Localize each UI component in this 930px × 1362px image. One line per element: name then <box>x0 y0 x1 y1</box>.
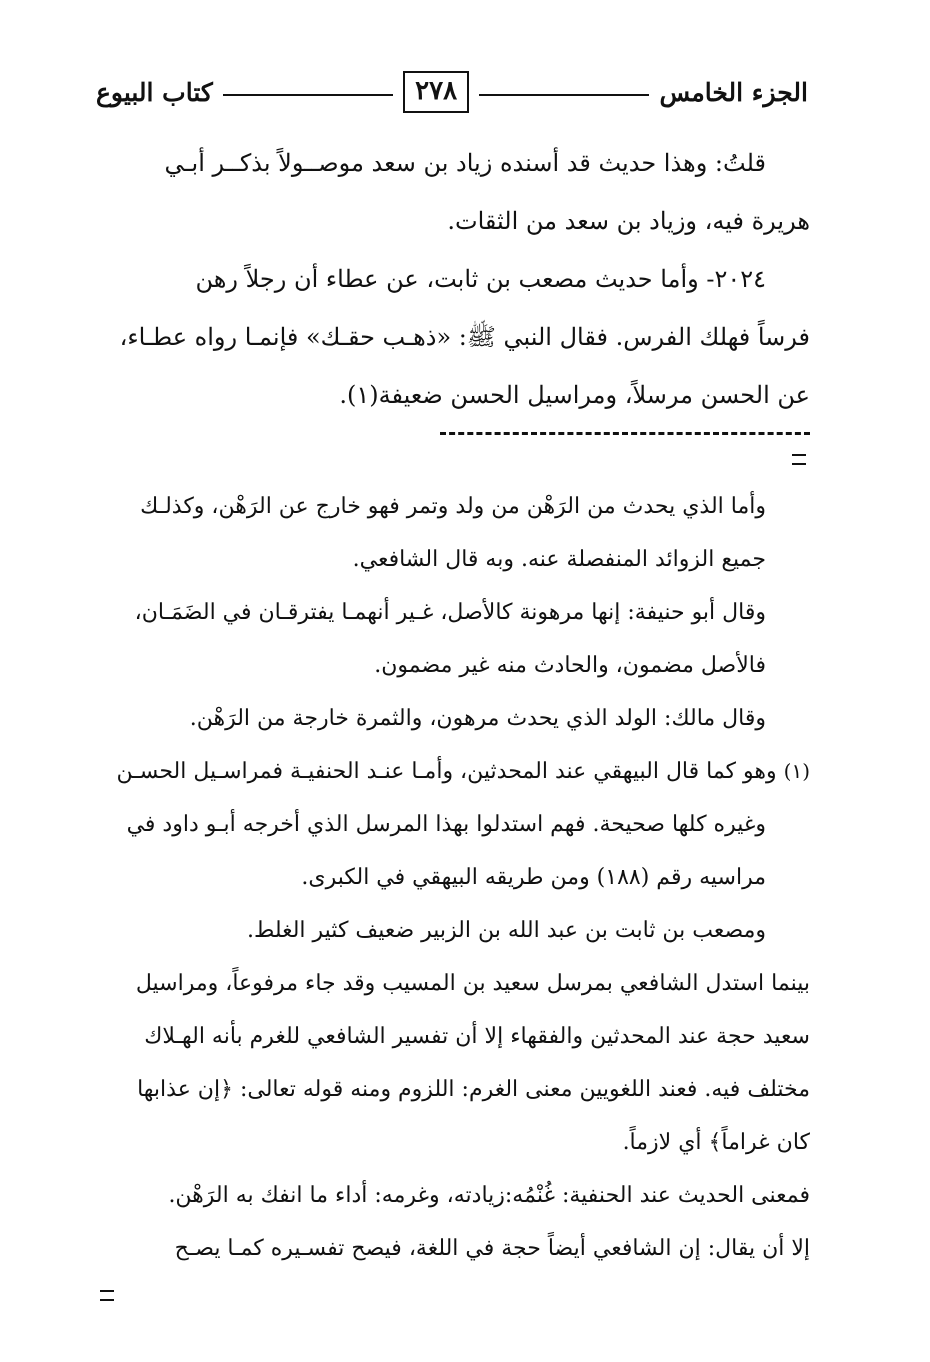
volume-title: الجزء الخامس <box>659 77 808 107</box>
footnote-line: وغيره كلها صحيحة. فهم استدلوا بهذا المرسل الذي أخرجه أبـو داود في <box>126 812 766 837</box>
main-text <box>98 134 810 424</box>
note-line: فالأصل مضمون، والحادث منه غير مضمون. <box>374 653 766 678</box>
note-line: وقال أبو حنيفة: إنها مرهونة كالأصل، غـير أنهمـا يفترقـان في الضَمَـان، <box>134 600 766 625</box>
footnote-first-line <box>98 745 810 798</box>
continuation-mark <box>792 454 806 465</box>
main-line: قلتُ: وهذا حديث قد أسنده زياد بن سعد موصــولاً بذكــر أبـي <box>164 149 766 177</box>
note-line: سعيد حجة عند المحدثين والفقهاء إلا أن تفسير الشافعي للغرم بأنه الهـلاك <box>144 1024 810 1049</box>
note-line: بينما استدل الشافعي بمرسل سعيد بن المسيب وقد جاء مرفوعاً، ومراسيل <box>135 971 810 996</box>
main-line: هريرة فيه، وزياد بن سعد من الثقات. <box>447 207 810 235</box>
footnote-line: ومصعب بن ثابت بن عبد الله بن الزبير ضعيف كثير الغلط. <box>246 918 766 943</box>
header-rule-left <box>223 94 393 96</box>
main-line: فرساً فهلك الفرس. فقال النبي ﷺ: «ذهـب حقـك» فإنمـا رواه عطـاء، <box>119 323 810 351</box>
main-line: عن الحسن مرسلاً، ومراسيل الحسن ضعيفة(١). <box>339 381 810 409</box>
hadith-number-line: ٢٠٢٤- وأما حديث مصعب بن ثابت، عن عطاء أن رجلاً رهن <box>195 265 766 293</box>
footnote-text: وهو كما قال البيهقي عند المحدثين، وأمـا عنـد الحنفيـة فمراسـيل الحسـن <box>116 759 777 784</box>
footnote-separator <box>440 432 810 435</box>
page-number: ٢٧٨ <box>403 71 469 113</box>
footnotes <box>98 480 810 1275</box>
book-title: كتاب البيوع <box>96 77 213 107</box>
note-line: كان غراماً﴾ أي لازماً. <box>622 1130 810 1155</box>
note-line: وقال مالك: الولد الذي يحدث مرهون، والثمرة خارجة من الرَهْن. <box>189 706 766 731</box>
header-rule-right <box>479 94 649 96</box>
note-line: فمعنى الحديث عند الحنفية: غُنْمُه:زيادته، وغرمه: أداء ما انفك به الرَهْن. <box>168 1183 810 1208</box>
page-header <box>96 66 808 118</box>
note-line: مختلف فيه. فعند اللغويين معنى الغرم: اللزوم ومنه قوله تعالى: ﴿إن عذابها <box>137 1077 810 1102</box>
note-line: جميع الزوائد المنفصلة عنه. وبه قال الشافعي. <box>352 547 766 572</box>
continuation-mark <box>100 1290 114 1301</box>
note-line: وأما الذي يحدث من الرَهْن من ولد وتمر فهو خارج عن الرَهْن، وكذلـك <box>140 494 766 519</box>
note-line: إلا أن يقال: إن الشافعي أيضاً حجة في اللغة، فيصح تفسـيره كمـا يصـح <box>174 1236 810 1261</box>
footnote-marker: (١) <box>783 759 810 783</box>
footnote-line: مراسيه رقم (١٨٨) ومن طريقه البيهقي في الكبرى. <box>301 865 766 890</box>
